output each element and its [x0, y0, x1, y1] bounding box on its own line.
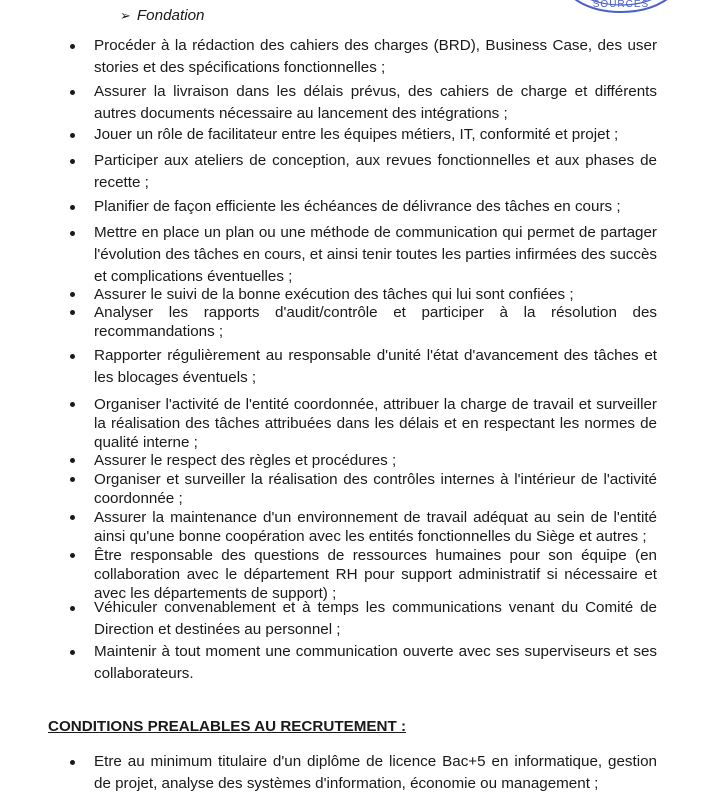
- list-item: Assurer la livraison dans les délais prévus, des cahiers de charge et différents autres documents nécessaire au lancement des intégrations ;: [94, 81, 657, 125]
- subheading-text: Fondation: [136, 7, 205, 24]
- condition-item: Etre au minimum titulaire d'un diplôme de licence Bac+5 en informatique, gestion de projet, analyse des systèmes d'information, économie ou management ;: [94, 751, 657, 795]
- arrow-bullet-icon: ➢: [120, 8, 131, 23]
- list-item: Analyser les rapports d'audit/contrôle et participer à la résolution des recommandations ;: [94, 304, 657, 340]
- list-item: Mettre en place un plan ou une méthode de communication qui permet de partager l'évolution des tâches en cours, et ainsi tenir toutes les parties infirmées des succès et complications éventuelles ;: [94, 222, 657, 288]
- stamp-seal: [556, 0, 686, 14]
- list-item: Jouer un rôle de facilitateur entre les équipes métiers, IT, conformité et projet ;: [94, 124, 657, 146]
- list-item: Procéder à la rédaction des cahiers des charges (BRD), Business Case, des user stories et des spécifications fonctionnelles ;: [94, 35, 657, 79]
- list-item: Assurer le respect des règles et procédures ;: [94, 451, 657, 470]
- list-item: Organiser l'activité de l'entité coordonnée, attribuer la charge de travail et surveiller la réalisation des tâches attribuées dans les délais et en respectant les normes de qualité interne ;: [94, 396, 657, 451]
- section-title: CONDITIONS PREALABLES AU RECRUTEMENT :: [48, 718, 407, 735]
- list-item: Planifier de façon efficiente les échéances de délivrance des tâches en cours ;: [94, 196, 657, 218]
- list-item: Maintenir à tout moment une communication ouverte avec ses superviseurs et ses collaborateurs.: [94, 641, 657, 685]
- list-item: Assurer le suivi de la bonne exécution des tâches qui lui sont confiées ;: [94, 285, 657, 304]
- list-item: Véhiculer convenablement et à temps les communications venant du Comité de Direction et destinées au personnel ;: [94, 597, 657, 641]
- list-item: Être responsable des questions de ressources humaines pour son équipe (en collaboration avec le département RH pour support administratif si nécessaire et avec les départements de support) ;: [94, 547, 657, 602]
- list-item: Rapporter régulièrement au responsable d'unité l'état d'avancement des tâches et les blocages éventuels ;: [94, 345, 657, 389]
- subheading: [120, 6, 204, 25]
- list-item: Participer aux ateliers de conception, aux revues fonctionnelles et aux phases de recette ;: [94, 150, 657, 194]
- list-item: Assurer la maintenance d'un environnement de travail adéquat au sein de l'entité ainsi qu'une bonne coopération avec les entités fonctionnelles du Siège et autres ;: [94, 509, 657, 545]
- svg-text:SOURCES: SOURCES: [592, 0, 650, 10]
- list-item: Organiser et surveiller la réalisation des contrôles internes à l'intérieur de l'activité coordonnée ;: [94, 471, 657, 507]
